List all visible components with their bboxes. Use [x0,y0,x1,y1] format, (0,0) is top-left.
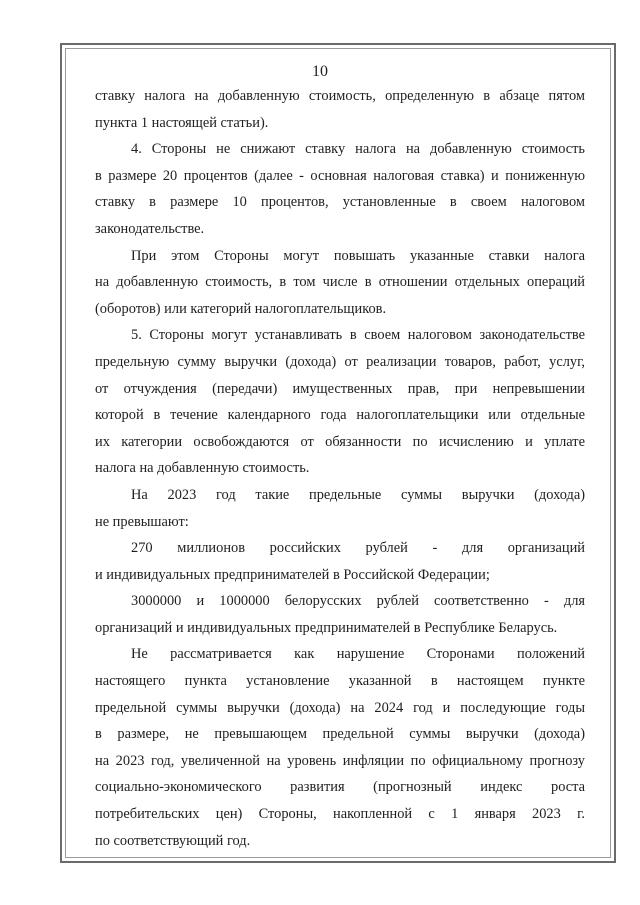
text-line: При этом Стороны могут повышать указанные ставки налога [131,247,585,264]
text-line: На 2023 год такие предельные суммы выручки (дохода) [131,486,585,503]
text-line: в размере 20 процентов (далее - основная налоговая ставка) и пониженную [95,167,585,184]
document-body [95,83,585,854]
text-line: по соответствующий год. [95,832,251,849]
text-line: ставку налога на добавленную стоимость, определенную в абзаце пятом [95,88,585,104]
text-line: от отчуждения (передачи) имущественных прав, при непревышении [95,380,585,397]
text-line: на 2023 год, увеличенной на уровень инфляции по официальному прогнозу [95,752,585,769]
text-line: предельную сумму выручки (дохода) от реализации товаров, работ, услуг, [95,353,585,370]
text-line: Не рассматривается как нарушение Сторонами положений [131,646,585,663]
text-line: социально-экономического развития (прогнозный индекс роста [95,779,585,796]
text-line: ставку в размере 10 процентов, установленные в своем налоговом [95,194,585,211]
text-line: налога на добавленную стоимость. [95,460,310,477]
text-line: на добавленную стоимость, в том числе в отношении отдельных операций [95,274,585,291]
text-line: законодательстве. [95,220,205,237]
text-line: 270 миллионов российских рублей - для организаций [131,540,585,557]
text-line: 4. Стороны не снижают ставку налога на добавленную стоимость [131,141,585,158]
text-line: в размере, не превышающем предельной суммы выручки (дохода) [95,726,585,743]
text-line: потребительских цен) Стороны, накопленной с 1 января 2023 г. [95,806,585,823]
text-line: их категории освобождаются от обязанности по исчислению и уплате [95,433,585,450]
text-line: пункта 1 настоящей статьи). [95,114,269,131]
text-line: и индивидуальных предпринимателей в Российской Федерации; [95,566,490,583]
text-line: 3000000 и 1000000 белорусских рублей соответственно - для [131,593,585,610]
text-line: которой в течение календарного года налогоплательщики или отдельные [95,407,585,424]
text-line: (оборотов) или категорий налогоплательщиков. [95,300,387,317]
text-line: настоящего пункта установление указанной в настоящем пункте [95,673,585,690]
text-line: предельной суммы выручки (дохода) на 2024 год и последующие годы [95,699,585,716]
text-line: 5. Стороны могут устанавливать в своем налоговом законодательстве [131,327,585,344]
text-line: не превышают: [95,513,189,530]
page-number: 10 [312,63,328,80]
text-line: организаций и индивидуальных предпринимателей в Республике Беларусь. [95,619,558,636]
